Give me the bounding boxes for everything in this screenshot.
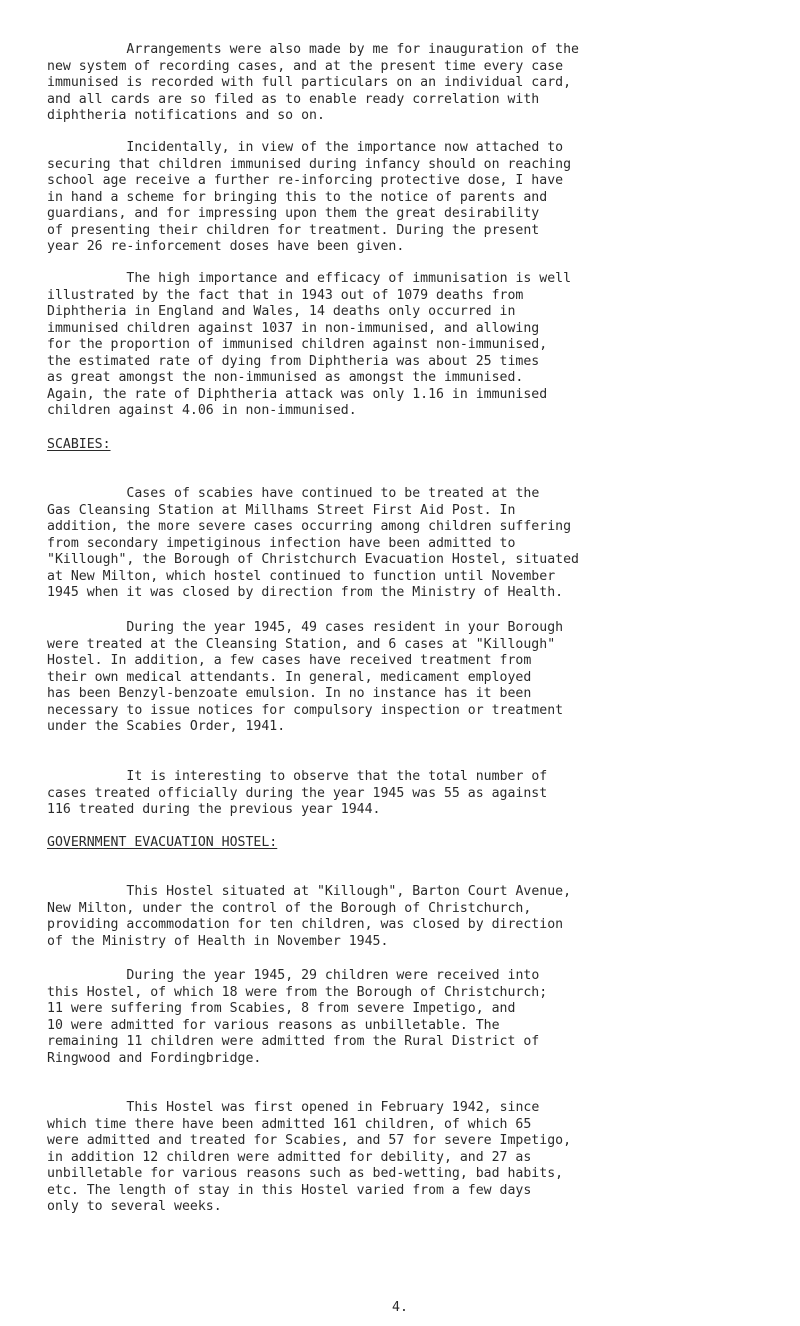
paragraph-hostel-admissions-1945: During the year 1945, 29 children were received into this Hostel, of which 18 were from the Borough of Christchurch; 11 were suffering from Scabies, 8 from severe Impetigo, and 10 were admitted for various reasons as unbilletable. The remaining 11 children were admitted from the Rural District of Ringwood and Fordingbridge. (47, 968, 548, 1066)
paragraph-scabies-treatment: Cases of scabies have continued to be treated at the Gas Cleansing Station at Millhams Street First Aid Post. In addition, the more severe cases occurring among children suffering from secondary impetiginous infection have been admitted to "Killough", the Borough of Christchurch Evacuation Hostel, situated at New Milton, which hostel continued to function until November 1945 when it was closed by direction from the Ministry of Health. (47, 486, 579, 600)
paragraph-hostel-history: This Hostel was first opened in February 1942, since which time there have been admitted 161 children, of which 65 were admitted and treated for Scabies, and 57 for severe Impetigo, in addition 12 children were admitted for debility, and 27 as unbilletable for various reasons such as bed-wetting, bad habits, etc. The length of stay in this Hostel varied from a few days only to several weeks. (47, 1100, 572, 1214)
page-number: 4. (392, 1300, 408, 1315)
section-heading-scabies: SCABIES: (47, 437, 111, 452)
paragraph-reinforcing-doses: Incidentally, in view of the importance now attached to securing that children immunised during infancy should on reaching school age receive a further re-inforcing protective dose, I have in hand a scheme for bringing this to the notice of parents and guardians, and for impressing upon them the great desirability of presenting their children for treatment. During the present year 26 re-inforcement doses have been given. (47, 140, 572, 254)
paragraph-immunisation-efficacy: The high importance and efficacy of immunisation is well illustrated by the fact that in 1943 out of 1079 deaths from Diphtheria in England and Wales, 14 deaths only occurred in immunised children against 1037 in non-immunised, and allowing for the proportion of immunised children against non-immunised, the estimated rate of dying from Diphtheria was about 25 times as great amongst the non-immunised as amongst the immunised. Again, the rate of Diphtheria attack was only 1.16 in immunised children against 4.06 in non-immunised. (47, 271, 572, 418)
section-heading-hostel: GOVERNMENT EVACUATION HOSTEL: (47, 835, 278, 850)
paragraph-scabies-comparison: It is interesting to observe that the total number of cases treated officially during the year 1945 was 55 as against 116 treated during the previous year 1944. (47, 769, 548, 817)
paragraph-hostel-closure: This Hostel situated at "Killough", Barton Court Avenue, New Milton, under the control of the Borough of Christchurch, providing accommodation for ten children, was closed by direction of the Ministry of Health in November 1945. (47, 884, 572, 949)
paragraph-record-cards: Arrangements were also made by me for inauguration of the new system of recording cases, and at the present time every case immunised is recorded with full particulars on an individual card, and all cards are so filed as to enable ready correlation with diphtheria notifications and so on. (47, 42, 579, 123)
paragraph-scabies-cases-1945: During the year 1945, 49 cases resident in your Borough were treated at the Cleansing Station, and 6 cases at "Killough" Hostel. In addition, a few cases have received treatment from their own medical attendants. In general, medicament employed has been Benzyl-benzoate emulsion. In no instance has it been necessary to issue notices for compulsory inspection or treatment under the Scabies Order, 1941. (47, 620, 564, 734)
